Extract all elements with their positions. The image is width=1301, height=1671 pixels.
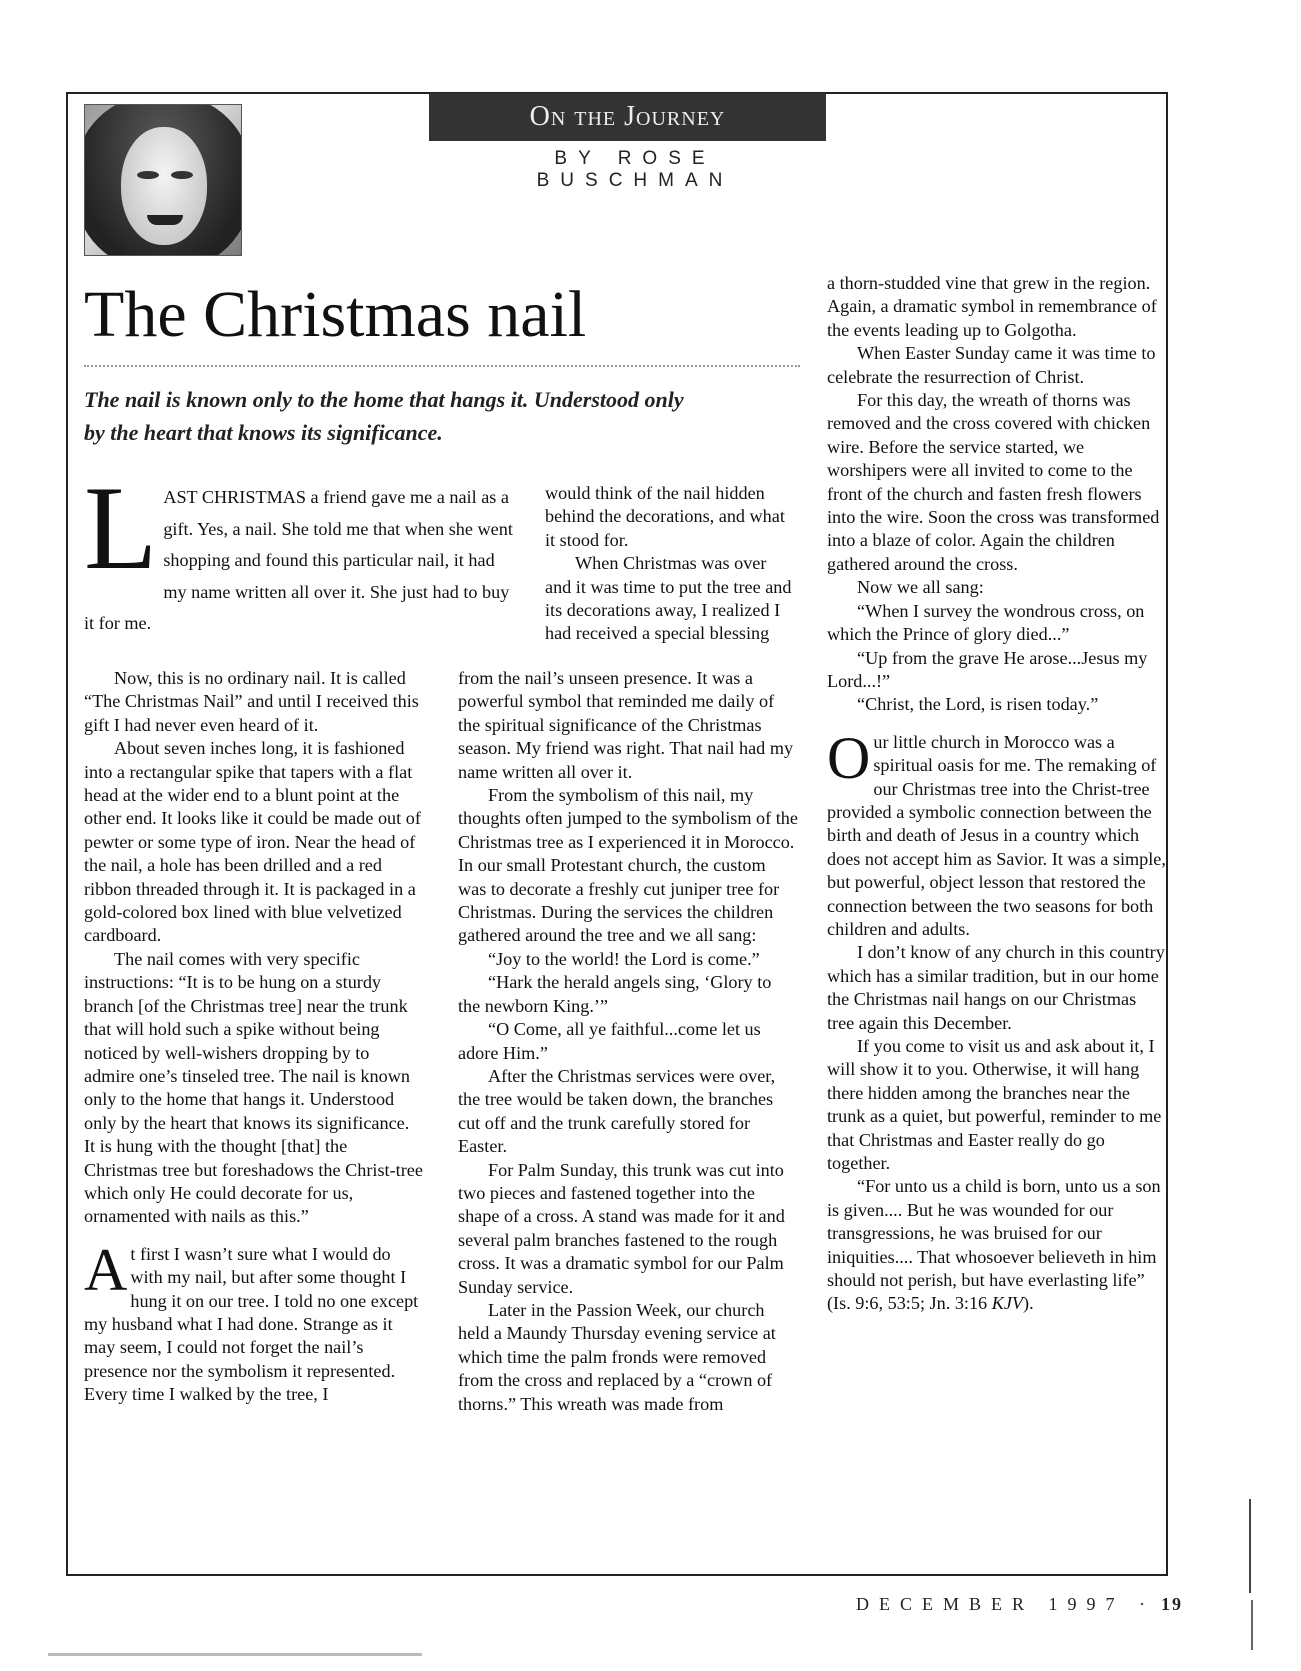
scan-edge: [1249, 1499, 1251, 1593]
section-dropcap: A: [84, 1236, 128, 1303]
closing-quote: “For unto us a child is born, unto us a son is given.... But he was wounded for our transgressions, he was bruised for our iniquities.... That whosoever believeth in him should not perish, but have everlasting life” (Is. 9:6, 53:5; Jn. 3:16 KJV).: [827, 1176, 1161, 1314]
paragraph: About seven inches long, it is fashioned into a rectangular spike that tapers with a flat head at the wider end to a blunt point at the other end. It looks like it could be made out of pewter or some type of iron. Near the head of the nail, a hole has been drilled and a red ribbon threaded through it. It is packaged in a gold-colored box lined with blue velvetized cardboard.: [84, 738, 421, 946]
paragraph: Later in the Passion Week, our church held a Maundy Thursday evening service at which time the palm fronds were removed from the cross and replaced by a “crown of thorns.” This wreath was made from: [458, 1299, 776, 1414]
paragraph: Now we all sang:: [857, 577, 984, 598]
paragraph: After the Christmas services were over, the tree would be taken down, the branches cut off and the trunk carefully stored for Easter.: [458, 1065, 776, 1157]
section-dropcap: O: [827, 724, 871, 791]
paragraph: The nail comes with very specific instructions: “It is to be hung on a sturdy branch [of the Christmas tree] near the trunk that will hold such a spike without being noticed by well-wishers dropping by to admire one’s tinseled tree. The nail is known only to the home that hangs it. Understood only by the heart that knows its significance. It is hung with the thought [that] the Christmas tree but foreshadows the Christ-tree which only He could decorate for us, ornamented with nails as this.”: [84, 948, 423, 1227]
paragraph: I don’t know of any church in this country which has a similar tradition, but in our home the Christmas nail hangs on our Christmas tree again this December.: [827, 942, 1165, 1033]
hymn-line: “When I survey the wondrous cross, on which the Prince of glory died...”: [827, 600, 1145, 645]
byline: BY ROSE BUSCHMAN: [536, 148, 734, 191]
scan-edge: [1251, 1600, 1253, 1650]
paragraph: from the nail’s unseen presence. It was a powerful symbol that reminded me daily of the spiritual significance of the Christmas season. My friend was right. That nail had my name written all over it.: [458, 668, 794, 782]
paragraph: When Christmas was over and it was time to put the tree and its decorations away, I realized I had received a special blessing: [545, 553, 792, 644]
paragraph: From the symbolism of this nail, my thoughts often jumped to the symbolism of the Christmas tree as I experienced it in Morocco. In our small Protestant church, the custom was to decorate a freshly cut juniper tree for Christmas. During the services the children gathered around the tree and we all sang:: [458, 785, 798, 946]
paragraph: Now, this is no ordinary nail. It is called “The Christmas Nail” and until I received this gift I had never even heard of it.: [84, 668, 419, 735]
title-divider: [84, 365, 800, 367]
column-2-top: [545, 482, 797, 646]
page-footer: [856, 1594, 1183, 1615]
paragraph: For this day, the wreath of thorns was removed and the cross covered with chicken wire. Before the service started, we worshipers were all invited to come to the front of the church and fasten fresh flowers into the wire. Soon the cross was transformed into a blaze of color. Again the children gathered around the cross.: [827, 390, 1160, 574]
hymn-line: “Christ, the Lord, is risen today.”: [857, 694, 1099, 715]
paragraph: If you come to visit us and ask about it, I will show it to you. Otherwise, it will hang there hidden among the branches near the trunk as a quiet, but powerful, reminder to me that Christmas and Easter really do go together.: [827, 1036, 1162, 1174]
scan-edge: [48, 1653, 422, 1656]
issue-date: DECEMBER 1997 ·: [855, 1594, 1155, 1614]
hymn-line: “Joy to the world! the Lord is come.”: [488, 948, 760, 969]
article-deck: The nail is known only to the home that hangs it. Understood only by the heart that knows its significance.: [84, 387, 684, 445]
column-1: [84, 667, 424, 1407]
section-text: ur little church in Morocco was a spiritual oasis for me. The remaking of our Christmas tree into the Christ-tree provided a symbolic connection between the birth and death of Jesus in a country which does not accept him as Savior. It was a simple, but powerful, object lesson that restored the connection between the two seasons for both children and adults.: [827, 731, 1166, 939]
paragraph: a thorn-studded vine that grew in the region. Again, a dramatic symbol in remembrance of the events leading up to Golgotha.: [827, 273, 1157, 340]
lead-dropcap: L: [84, 461, 158, 594]
lead-paragraph: [84, 461, 519, 640]
hymn-line: “Up from the grave He arose...Jesus my Lord...!”: [827, 647, 1148, 691]
section-paragraph: [84, 1236, 424, 1407]
column-3: [827, 272, 1167, 1316]
column-2: [458, 667, 798, 1416]
lead-text: AST CHRISTMAS a friend gave me a nail as a gift. Yes, a nail. She told me that when she went shopping and found this particular nail, it had my name written all over it. She just had to buy it for me.: [84, 487, 513, 633]
section-paragraph: [827, 724, 1167, 942]
paragraph: When Easter Sunday came it was time to celebrate the resurrection of Christ.: [827, 343, 1156, 387]
author-photo: [84, 104, 242, 256]
scripture-version: KJV: [991, 1293, 1024, 1314]
article-title: The Christmas nail: [84, 278, 587, 351]
paragraph: would think of the nail hidden behind the decorations, and what it stood for.: [545, 483, 785, 550]
column-banner: On the Journey: [429, 93, 826, 141]
hymn-line: “Hark the herald angels sing, ‘Glory to the newborn King.’”: [458, 972, 772, 1016]
paragraph: For Palm Sunday, this trunk was cut into two pieces and fastened together into the shape of a cross. A stand was made for it and several palm branches fastened to the rough cross. It was a dramatic symbol for our Palm Sunday service.: [458, 1159, 785, 1297]
section-text: t first I wasn’t sure what I would do with my nail, but after some thought I hung it on our tree. I told no one except my husband what I had done. Strange as it may seem, I could not forget the nail’s presence nor the symbolism it represented. Every time I walked by the tree, I: [84, 1243, 419, 1405]
hymn-line: “O Come, all ye faithful...come let us adore Him.”: [458, 1019, 761, 1063]
page-number: 19: [1161, 1594, 1183, 1614]
